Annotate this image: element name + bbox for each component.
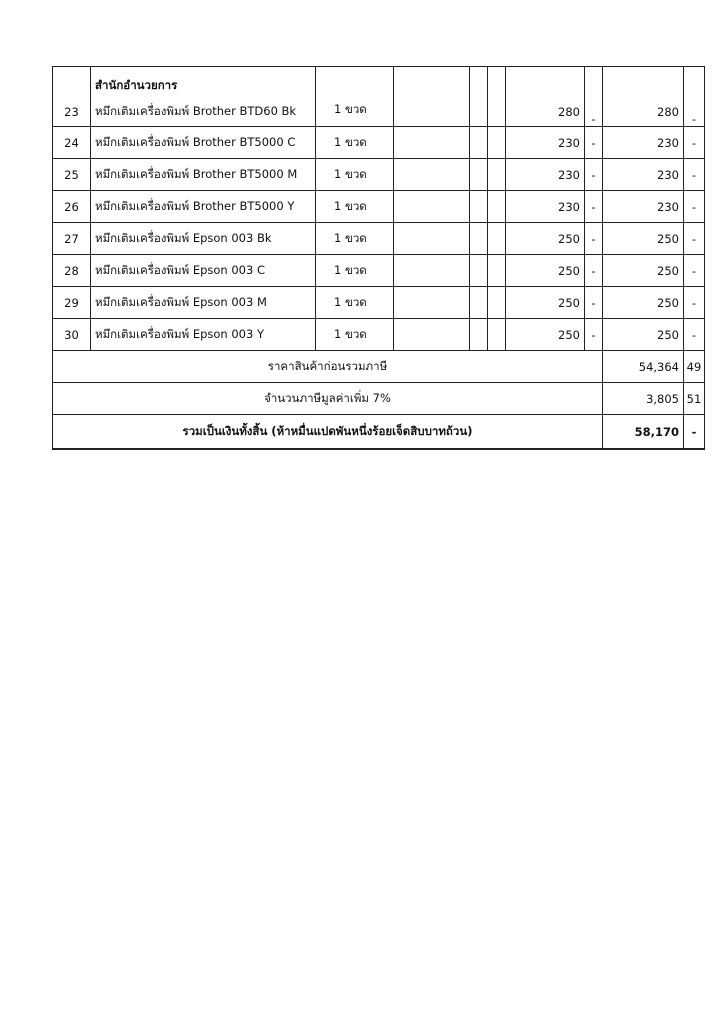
- empty-cell: [470, 319, 488, 351]
- subtotal-label: ราคาสินค้าก่อนรวมภาษี: [53, 351, 603, 383]
- item-unit-price: 250: [506, 223, 585, 255]
- item-total: 230: [603, 191, 684, 223]
- item-total-satang: -: [684, 255, 705, 287]
- item-quantity: 1 ขวด: [316, 67, 394, 127]
- grand-total-label: รวมเป็นเงินทั้งสิ้น (ห้าหมื่นแปดพันหนึ่งร้อยเจ็ดสิบบาทถ้วน): [53, 415, 603, 450]
- item-total: 250: [603, 223, 684, 255]
- grand-total-row: [53, 415, 705, 450]
- table-row: [53, 287, 705, 319]
- empty-cell: [488, 67, 506, 127]
- subtotal-baht: 54,364: [603, 351, 684, 383]
- item-unit-price: 230: [506, 191, 585, 223]
- vat-label: จำนวนภาษีมูลค่าเพิ่ม 7%: [53, 383, 603, 415]
- item-total: 230: [603, 127, 684, 159]
- item-number: 30: [53, 319, 91, 351]
- item-total: 230: [603, 159, 684, 191]
- item-description: หมึกเติมเครื่องพิมพ์ Epson 003 M: [91, 287, 316, 319]
- item-number: 25: [53, 159, 91, 191]
- empty-cell: [488, 159, 506, 191]
- empty-cell: [394, 255, 470, 287]
- item-total-satang: -: [684, 223, 705, 255]
- item-description: หมึกเติมเครื่องพิมพ์ Epson 003 Bk: [91, 223, 316, 255]
- item-total-satang: -: [684, 159, 705, 191]
- empty-cell: [488, 319, 506, 351]
- item-quantity: 1 ขวด: [316, 191, 394, 223]
- item-quantity: 1 ขวด: [316, 159, 394, 191]
- item-unit-price: 250: [506, 255, 585, 287]
- item-total-satang: -: [684, 67, 705, 127]
- empty-cell: [488, 223, 506, 255]
- item-total: 250: [603, 319, 684, 351]
- item-unit-price-satang: -: [585, 287, 603, 319]
- item-quantity: 1 ขวด: [316, 255, 394, 287]
- grand-total-satang: -: [684, 415, 705, 450]
- item-number: 23: [53, 67, 91, 127]
- item-quantity: 1 ขวด: [316, 319, 394, 351]
- item-total: 250: [603, 287, 684, 319]
- item-description-text: หมึกเติมเครื่องพิมพ์ Brother BTD60 Bk: [95, 104, 297, 118]
- item-unit-price: 230: [506, 159, 585, 191]
- item-unit-price-satang: -: [585, 223, 603, 255]
- table-row: [53, 223, 705, 255]
- item-total-satang: -: [684, 191, 705, 223]
- empty-cell: [394, 159, 470, 191]
- table-row: [53, 159, 705, 191]
- empty-cell: [470, 127, 488, 159]
- empty-cell: [394, 287, 470, 319]
- empty-cell: [394, 319, 470, 351]
- table-row: [53, 255, 705, 287]
- item-unit-price-satang: -: [585, 191, 603, 223]
- grand-total-baht: 58,170: [603, 415, 684, 450]
- item-number: 28: [53, 255, 91, 287]
- item-description: หมึกเติมเครื่องพิมพ์ Epson 003 Y: [91, 319, 316, 351]
- empty-cell: [470, 191, 488, 223]
- vat-row: [53, 383, 705, 415]
- empty-cell: [394, 127, 470, 159]
- empty-cell: [394, 223, 470, 255]
- department-heading: สำนักอำนวยการ: [95, 78, 178, 92]
- subtotal-row: [53, 351, 705, 383]
- empty-cell: [394, 191, 470, 223]
- item-number: 29: [53, 287, 91, 319]
- item-unit-price-satang: -: [585, 127, 603, 159]
- item-description: หมึกเติมเครื่องพิมพ์ Brother BT5000 M: [91, 159, 316, 191]
- empty-cell: [488, 191, 506, 223]
- empty-cell: [488, 127, 506, 159]
- table-row: [53, 127, 705, 159]
- item-total-satang: -: [684, 127, 705, 159]
- item-total-satang: -: [684, 287, 705, 319]
- item-number: 26: [53, 191, 91, 223]
- empty-cell: [470, 67, 488, 127]
- item-number: 24: [53, 127, 91, 159]
- item-description: หมึกเติมเครื่องพิมพ์ Brother BT5000 Y: [91, 191, 316, 223]
- item-quantity: 1 ขวด: [316, 223, 394, 255]
- table-row: [53, 191, 705, 223]
- empty-cell: [394, 67, 470, 127]
- item-unit-price-satang: -: [585, 67, 603, 127]
- item-description: [91, 67, 316, 127]
- item-quantity: 1 ขวด: [316, 287, 394, 319]
- item-total: 280: [603, 67, 684, 127]
- subtotal-satang: 49: [684, 351, 705, 383]
- item-unit-price: 230: [506, 127, 585, 159]
- item-quantity: 1 ขวด: [316, 127, 394, 159]
- table-row: [53, 319, 705, 351]
- item-unit-price-satang: -: [585, 255, 603, 287]
- empty-cell: [488, 287, 506, 319]
- item-description: หมึกเติมเครื่องพิมพ์ Brother BT5000 C: [91, 127, 316, 159]
- empty-cell: [470, 255, 488, 287]
- item-unit-price-satang: -: [585, 319, 603, 351]
- item-unit-price: 250: [506, 319, 585, 351]
- vat-satang: 51: [684, 383, 705, 415]
- item-unit-price-satang: -: [585, 159, 603, 191]
- empty-cell: [470, 287, 488, 319]
- vat-baht: 3,805: [603, 383, 684, 415]
- item-number: 27: [53, 223, 91, 255]
- item-description: หมึกเติมเครื่องพิมพ์ Epson 003 C: [91, 255, 316, 287]
- item-total-satang: -: [684, 319, 705, 351]
- item-unit-price: 280: [506, 67, 585, 127]
- item-unit-price: 250: [506, 287, 585, 319]
- empty-cell: [470, 159, 488, 191]
- table-row: [53, 67, 705, 127]
- item-total: 250: [603, 255, 684, 287]
- price-table: [52, 66, 705, 450]
- empty-cell: [470, 223, 488, 255]
- empty-cell: [488, 255, 506, 287]
